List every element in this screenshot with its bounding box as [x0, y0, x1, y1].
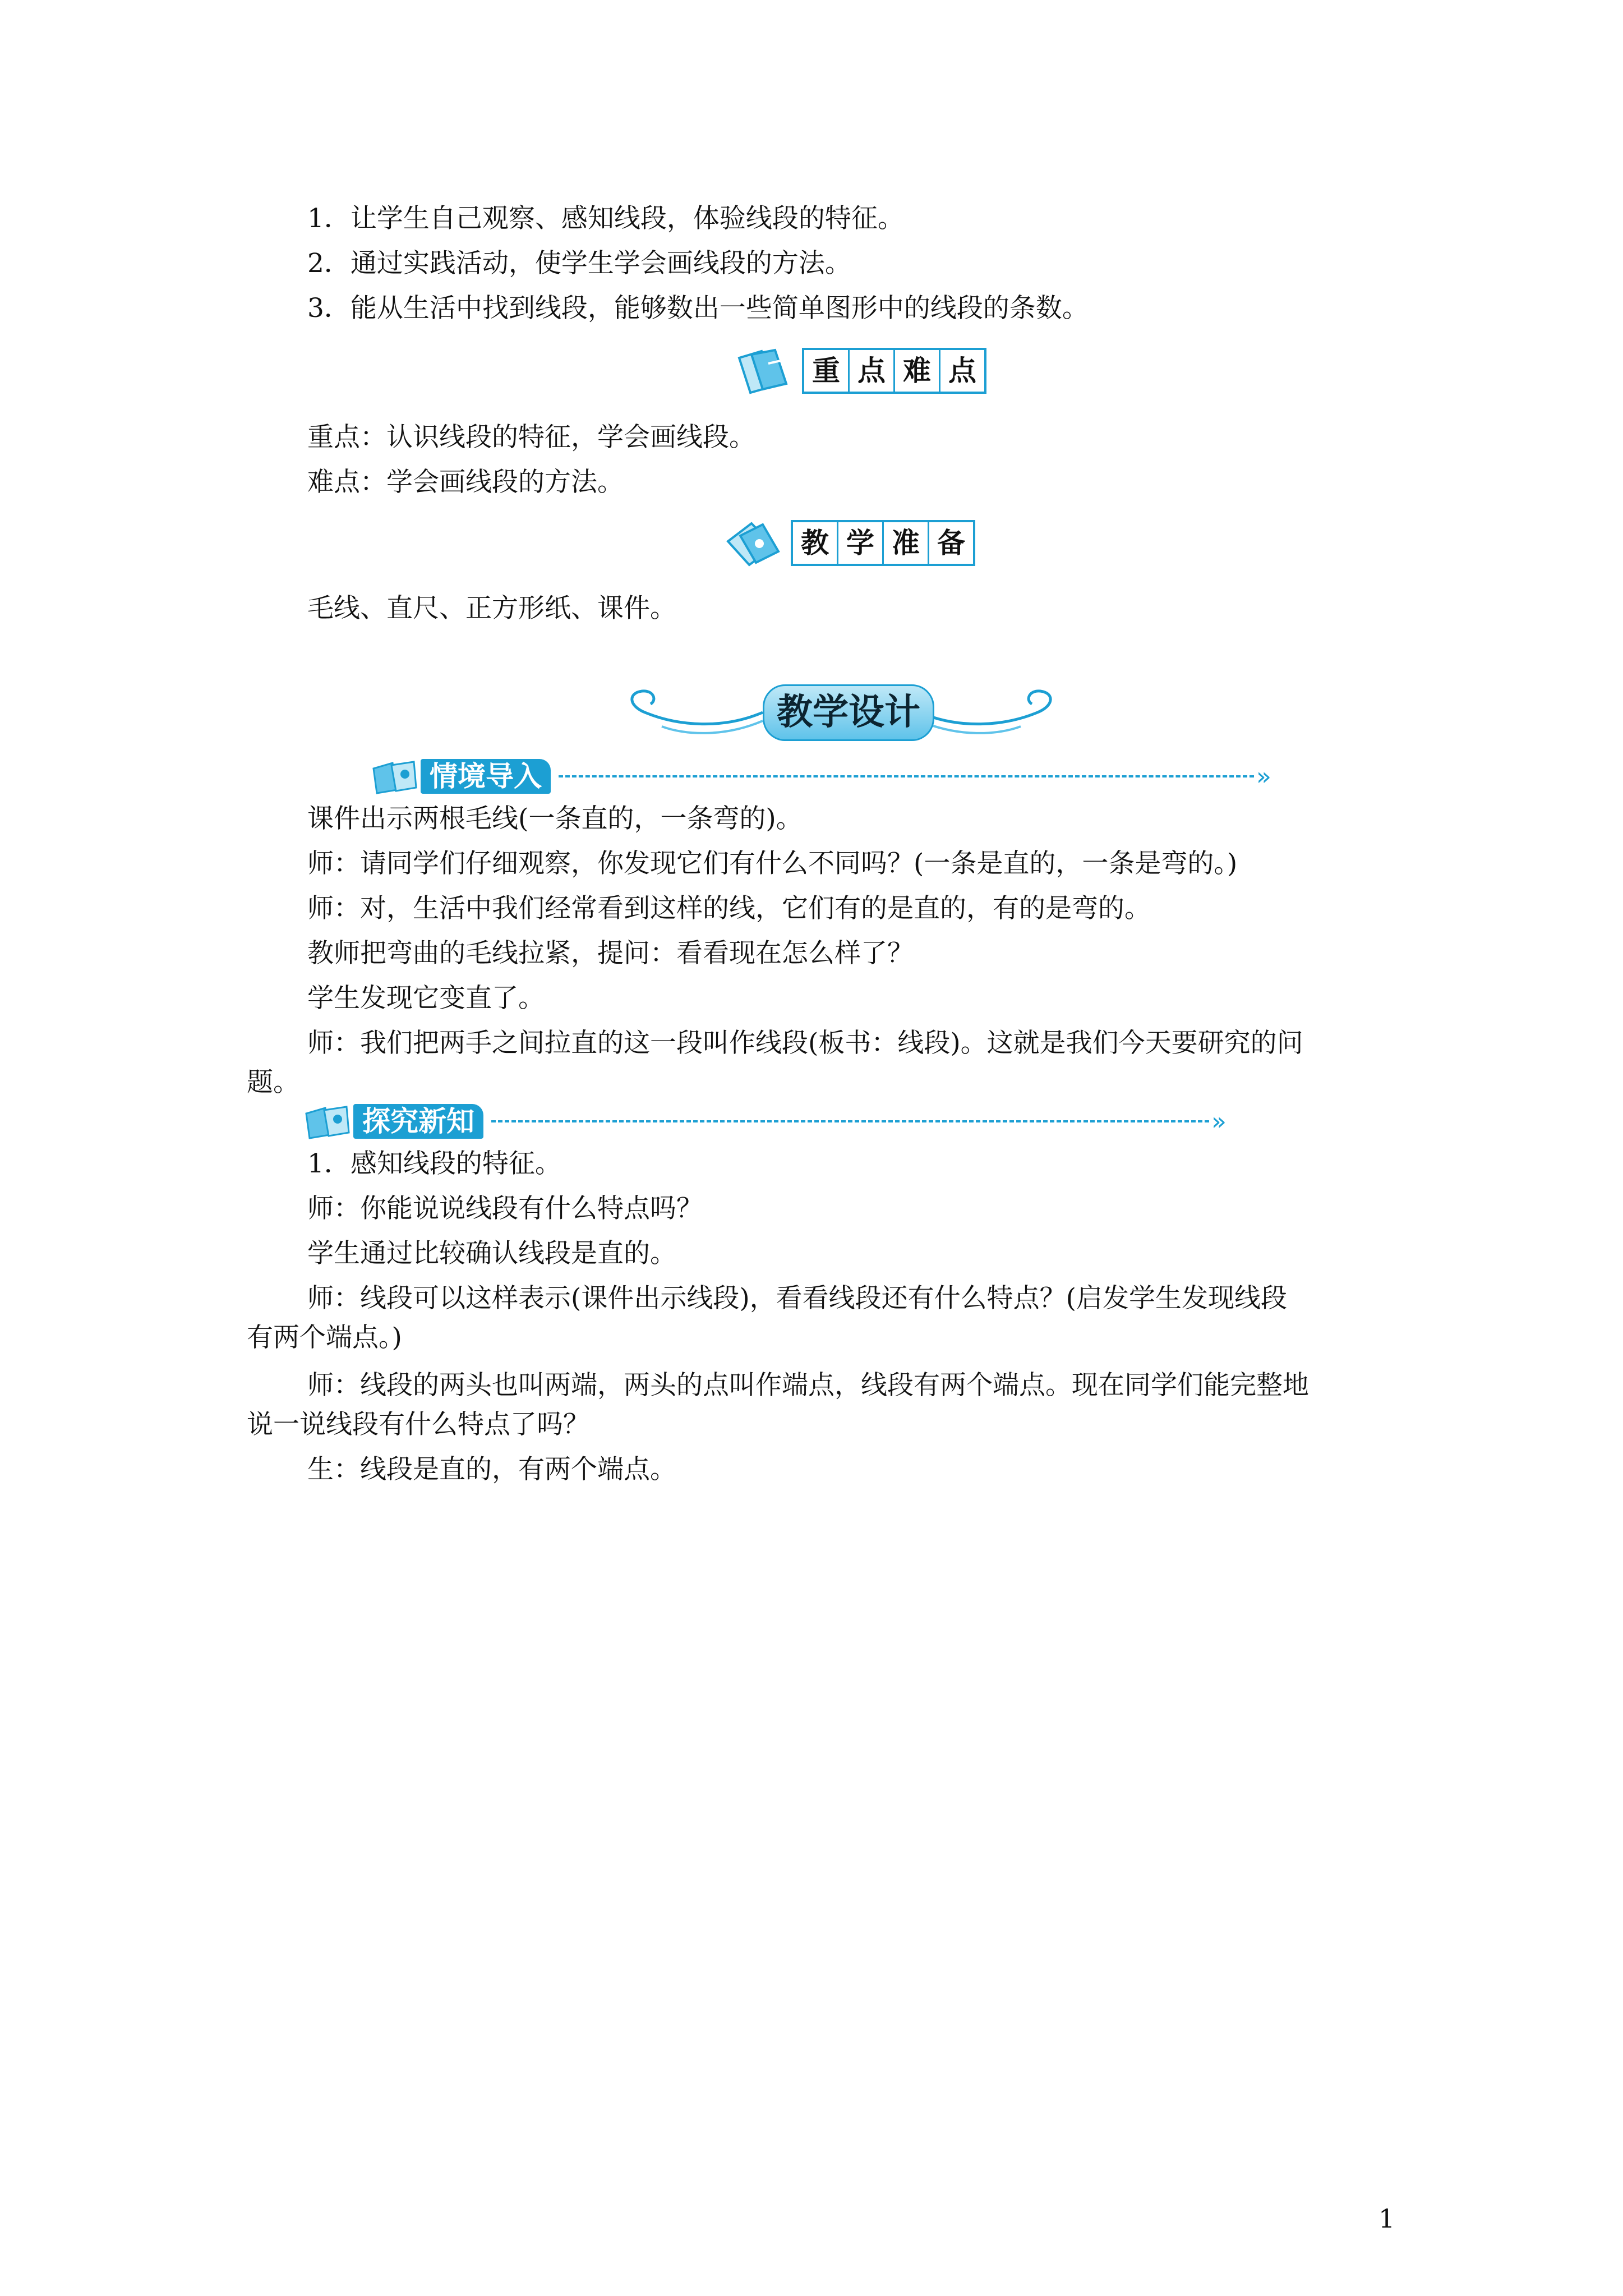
explore-line-6: 师：线段的两头也叫两端，两头的点叫作端点，线段有两个端点。现在同学们能完整地 — [307, 1370, 1309, 1401]
objective-1: 1．让学生自己观察、感知线段，体验线段的特征。 — [307, 203, 904, 234]
banner-label-box — [763, 684, 934, 741]
intro-line-7: 题。 — [247, 1067, 299, 1098]
heading-char: 点 — [850, 350, 895, 392]
heading-char: 点 — [948, 355, 976, 387]
difficult-point-line: 难点：学会画线段的方法。 — [307, 467, 624, 498]
key-points-heading — [735, 347, 986, 395]
heading-char: 教 — [793, 522, 838, 564]
intro-line-5: 学生发现它变直了。 — [307, 983, 545, 1014]
explore-line-2: 师：你能说说线段有什么特点吗？ — [307, 1193, 703, 1224]
key-points-chars — [802, 348, 986, 394]
intro-line-3: 师：对，生活中我们经常看到这样的线，它们有的是直的，有的是弯的。 — [307, 893, 1151, 924]
intro-line-4: 教师把弯曲的毛线拉紧，提问：看看现在怎么样了？ — [307, 938, 914, 969]
intro-section-heading — [370, 757, 1271, 795]
folder-icon — [723, 519, 791, 567]
teaching-design-banner — [611, 673, 1071, 746]
preparation-line: 毛线、直尺、正方形纸、课件。 — [307, 593, 676, 624]
heading-char: 备 — [937, 527, 965, 559]
heading-char: 难 — [895, 350, 940, 392]
book-icon — [303, 1102, 353, 1140]
explore-line-4: 师：线段可以这样表示(课件出示线段)，看看线段还有什么特点？(启发学生发现线段 — [307, 1283, 1288, 1314]
heading-char: 重 — [804, 350, 850, 392]
explore-line-3: 学生通过比较确认线段是直的。 — [307, 1238, 676, 1269]
intro-line-1: 课件出示两根毛线(一条直的，一条弯的)。 — [307, 803, 803, 834]
banner-label: 教学设计 — [777, 692, 920, 733]
key-point-line: 重点：认识线段的特征，学会画线段。 — [307, 422, 755, 453]
intro-line-2: 师：请同学们仔细观察，你发现它们有什么不同吗？(一条是直的，一条是弯的。) — [307, 848, 1238, 879]
double-arrow-icon: » — [1256, 762, 1271, 791]
page-number: 1 — [1378, 2203, 1395, 2234]
heading-char: 准 — [884, 522, 929, 564]
explore-line-5: 有两个端点。) — [247, 1322, 402, 1353]
objective-3: 3．能从生活中找到线段，能够数出一些简单图形中的线段的条数。 — [307, 293, 1089, 324]
preparation-heading — [723, 519, 975, 567]
explore-tag-label: 探究新知 — [353, 1104, 483, 1139]
dashed-divider — [559, 775, 1254, 777]
explore-line-7: 说一说线段有什么特点了吗？ — [247, 1409, 589, 1440]
heading-char: 学 — [838, 522, 884, 564]
intro-tag-label: 情境导入 — [421, 759, 551, 794]
book-icon — [370, 757, 421, 795]
explore-line-1: 1．感知线段的特征。 — [307, 1148, 561, 1179]
double-arrow-icon: » — [1211, 1107, 1227, 1136]
explore-section-heading — [303, 1102, 1227, 1140]
intro-line-6: 师：我们把两手之间拉直的这一段叫作线段(板书：线段)。这就是我们今天要研究的问 — [307, 1028, 1303, 1059]
folder-icon — [735, 347, 802, 395]
dashed-divider — [491, 1120, 1209, 1122]
preparation-chars — [791, 520, 975, 566]
objective-2: 2．通过实践活动，使学生学会画线段的方法。 — [307, 248, 851, 279]
explore-line-8: 生：线段是直的，有两个端点。 — [307, 1454, 676, 1485]
